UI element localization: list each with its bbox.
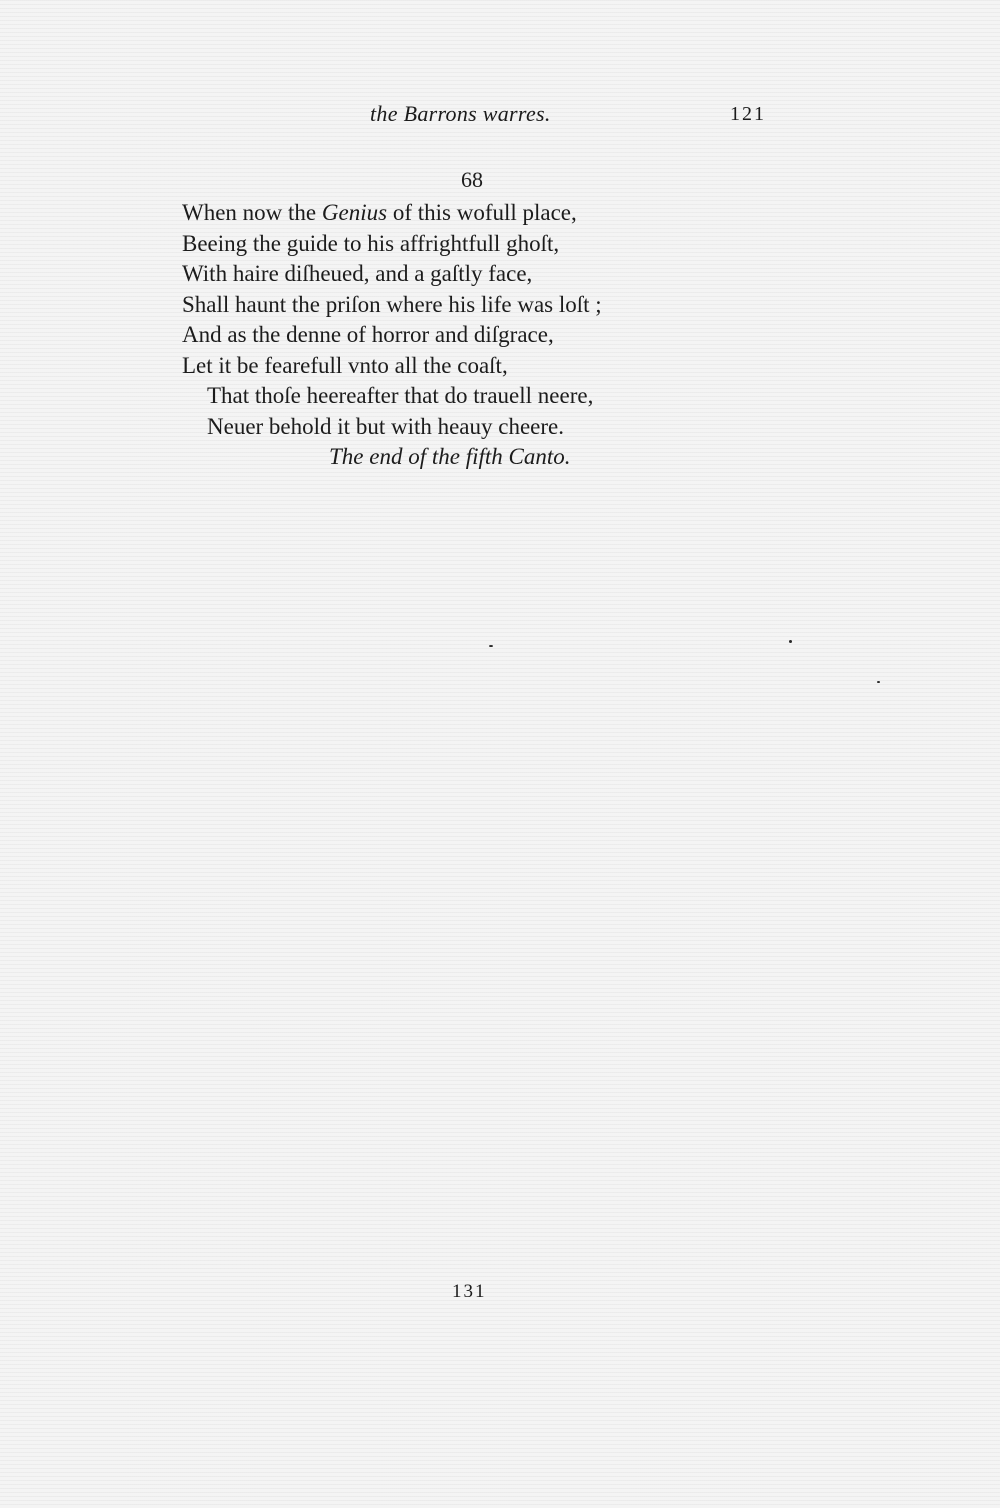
ink-speck — [489, 645, 493, 647]
footer-folio: 131 — [452, 1281, 487, 1302]
verse-line-4: Shall haunt the priſon where his life was loſt ; — [182, 291, 602, 317]
canto-colophon: The end of the fifth Canto. — [329, 444, 571, 469]
verse-line-6: Let it be fearefull vnto all the coaſt, — [182, 352, 508, 378]
verse-line-5: And as the denne of horror and diſgrace, — [182, 322, 554, 347]
verse-line-7: That thoſe heereafter that do trauell neere, — [207, 383, 594, 408]
running-title: the Barrons warres. — [370, 101, 551, 126]
ink-speck — [789, 640, 792, 643]
verse-line-2: Beeing the guide to his affrightfull ghoſt, — [182, 230, 560, 256]
stanza-verse — [182, 198, 742, 442]
verse-line-3: With haire diſheued, and a gaſtly face, — [182, 261, 533, 286]
verse-line-1 — [182, 198, 742, 229]
verse-line-1-after: of this wofull place, — [387, 200, 577, 225]
verse-line-1-before: When now the — [182, 200, 322, 225]
verse-line-8: Neuer behold it but with heauy cheere. — [207, 413, 565, 439]
verse-line-1-italic: Genius — [321, 200, 388, 225]
ink-speck — [877, 681, 880, 683]
page-number: 121 — [730, 103, 766, 125]
stanza-number: 68 — [461, 167, 483, 192]
